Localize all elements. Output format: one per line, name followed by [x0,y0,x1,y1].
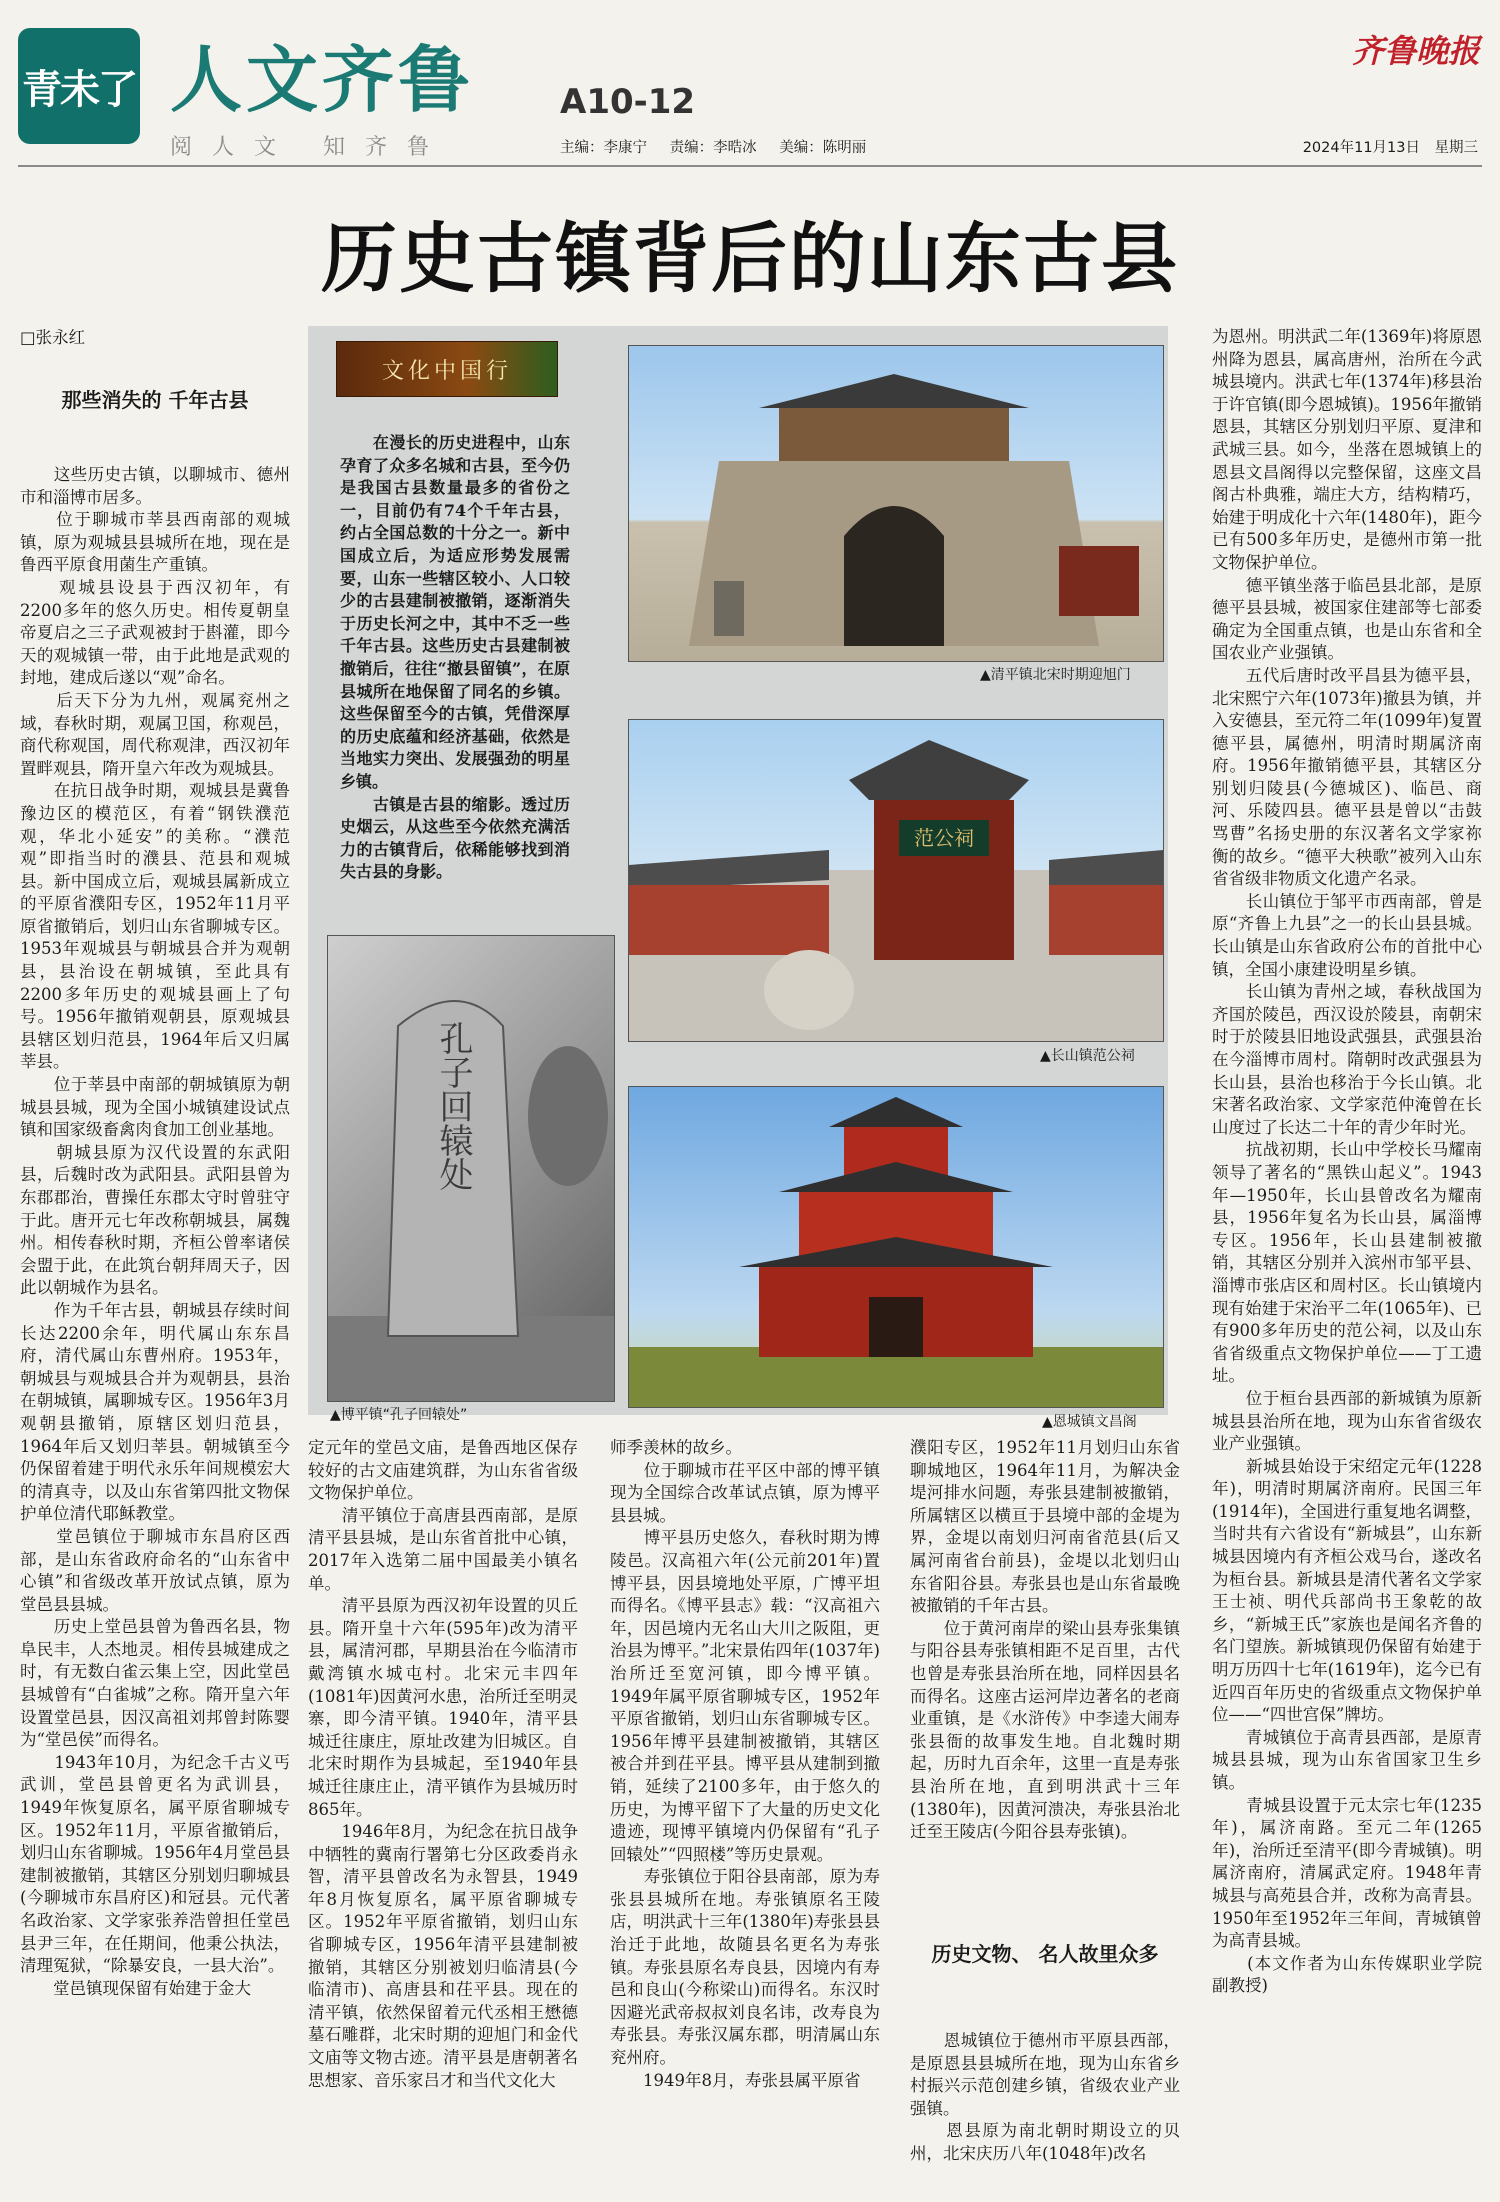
byline: □张永红 [20,328,86,347]
temple-illustration [629,720,1163,1041]
caption-qingping: ▲清平镇北宋时期迎旭门 [980,667,1131,683]
issue-date: 2024年11月13日 星期三 [1302,140,1478,156]
gate-illustration [629,346,1163,661]
caption-changshan: ▲长山镇范公祠 [1040,1048,1135,1064]
tagline: 阅人文 知齐鲁 [170,135,449,160]
qingweiliao-logo: 青未了 [18,28,140,144]
column-1-text: 这些历史古镇，以聊城市、德州市和淄博市居多。 位于聊城市莘县西南部的观城镇，原为观城县县城所在地，现在是鲁西平原食用菌生产重镇。 观城县设县于西汉初年，有2200多年的悠久历史。相传夏朝皇帝夏启之三子武观被封于斟灌，即今天的观城镇一带，由于此地是武观的封地，建成后遂以“观”命名。 后天下分为九州，观属兖州之域，春秋时期，观属卫国，称观邑，商代称观国，周代称观津，西汉初年置畔观县，隋开皇六年改为观城县。 在抗日战争时期，观城县是冀鲁豫边区的模范区，有着“钢铁濮范观，华北小延安”的美称。“濮范观”即指当时的濮县、范县和观城县。新中国成立后，观城县属新成立的平原省濮阳专区，1952年11月平原省撤销后，划归山东省聊城专区。1953年观城县与朝城县合并为观朝县，县治设在朝城镇，至此具有2200多年历史的观城县画上了句号。1956年撤销观朝县，原观城县县辖区划归范县，1964年后又归属莘县。 位于莘县中南部的朝城镇原为朝城县县城，现为全国小城镇建设试点镇和国家级畜禽肉食加工创业基地。 朝城县原为汉代设置的东武阳县，后魏时改为武阳县。武阳县曾为东郡郡治，曹操任东郡太守时曾驻守于此。唐开元七年改称朝城县，属魏州。相传春秋时期，齐桓公曾率诸侯会盟于此，在此筑台朝拜周天子，因此以朝城作为县名。 作为千年古县，朝城县存续时间长达2200余年，明代属山东东昌府，清代属山东曹州府。1953年，朝城县与观城县合并为观朝县，县治在朝城镇，属聊城专区。1956年3月观朝县撤销，原辖区划归范县，1964年后又划归莘县。朝城镇至今仍保留着建于明代永乐年间规模宏大的清真寺，以及山东省第四批文物保护单位清代耶稣教堂。 堂邑镇位于聊城市东昌府区西部，是山东省政府命名的“山东省中心镇”和省级改革开放试点镇，原为堂邑县县城。 历史上堂邑县曾为鲁西名县，物阜民丰，人杰地灵。相传县城建成之时，有无数白雀云集上空，因此堂邑县城曾有“白雀城”之称。隋开皇六年设置堂邑县，因汉高祖刘邦曾封陈婴为“堂邑侯”而得名。 1943年10月，为纪念千古义丐武训，堂邑县曾更名为武训县，1949年恢复原名，属平原省聊城专区。1952年11月，平原省撤销后，划归山东省聊城。1956年4月堂邑县建制被撤销，其辖区分别划归聊城县(今聊城市东昌府区)和冠县。元代著名政治家、文学家张养浩曾担任堂邑县尹三年，在任期间，他秉公执法，清理冤狱，“除暴安良，一县大治”。 堂邑镇现保留有始建于金大 [20,465,290,1998]
section-banner: 文化中国行 [336,341,558,397]
section-brand: 人文齐鲁 [170,37,475,122]
editor: 主编：李康宁 [560,140,647,156]
page-number: A10-12 [560,82,696,122]
intro-text: 在漫长的历史进程中，山东孕育了众多名城和古县，至今仍是我国古县数量最多的省份之一，目前仍有74个千年古县，约占全国总数的十分之一。新中国成立后，为适应形势发展需要，山东一些辖区较小、人口较少的古县建制被撤销，逐渐消失于历史长河之中，其中不乏一些千年古县。这些历史古县建制被撤销后，往往“撤县留镇”，在原县城所在地保留了同名的乡镇。这些保留至今的古镇，凭借深厚的历史底蕴和经济基础，依然是当地实力突出、发展强劲的明星乡镇。 古镇是古县的缩影。透过历史烟云，从这些至今依然充满活力的古镇背后，依稀能够找到消失古县的身影。 [340,433,570,882]
photo-boping-stele [327,935,615,1402]
subhead-lost-counties: 那些消失的 千年古县 [61,388,249,412]
caption-boping: ▲博平镇“孔子回辕处” [330,1407,468,1423]
column-4-text: 濮阳专区，1952年11月划归山东省聊城地区，1964年11月，为解决金堤河排水问题，寿张县建制被撤销，所属辖区以横亘于县境中部的金堤为界，金堤以南划归河南省范县(后又属河南省台前县)，金堤以北划归山东省阳谷县。寿张县也是山东省最晚被撤销的千年古县。 位于黄河南岸的梁山县寿张集镇与阳谷县寿张镇相距不足百里，古代也曾是寿张县治所在地，同样因县名而得名。这座古运河岸边著名的老商业重镇，是《水浒传》中李逵大闹寿张县衙的故事发生地。自北魏时期起，历时九百余年，这里一直是寿张县治所在地，直到明洪武十三年(1380年)，因黄河溃决，寿张县治北迁至王陵店(今阳谷县寿张镇)。 [910,1438,1180,1842]
subhead-relics: 历史文物、 名人故里众多 [931,1942,1159,1966]
stele-inscription: 孔子回辕处 [433,1021,473,1191]
caption-encheng: ▲恩城镇文昌阁 [1042,1414,1137,1430]
column-4-lower-text: 恩城镇位于德州市平原县西部，是原恩县县城所在地，现为山东省乡村振兴示范创建乡镇，省级农业产业强镇。 恩县原为南北朝时期设立的贝州，北宋庆历八年(1048年)改名 [910,2031,1180,2163]
column-3-text: 师季羡林的故乡。 位于聊城市茌平区中部的博平镇现为全国综合改革试点镇，原为博平县县城。 博平县历史悠久，春秋时期为博陵邑。汉高祖六年(公元前201年)置博平县，因县境地处平原，广博平坦而得名。《博平县志》载：“汉高祖六年，因邑境内无名山大川之阪阻，更治县为博平。”北宋景佑四年(1037年)治所迁至宽河镇，即今博平镇。1949年属平原省聊城专区，1952年平原省撤销，划归山东省聊城专区。1956年博平县建制被撤销，其辖区被合并到茌平县。博平县从建制到撤销，延续了2100多年，由于悠久的历史，为博平留下了大量的历史文化遗迹，现博平镇境内仍保留有“孔子回辕处”“四照楼”等历史景观。 寿张镇位于阳谷县南部，原为寿张县县城所在地。寿张镇原名王陵店，明洪武十三年(1380年)寿张县县治迁于此地，故随县名更名为寿张镇。寿张县原名寿良县，因境内有寿邑和良山(今称梁山)而得名。东汉时因避光武帝叔叔刘良名讳，改寿良为寿张县。寿张汉属东郡，明清属山东兖州府。 1949年8月，寿张县属平原省 [610,1438,880,2090]
newspaper-name: 齐鲁晚报 [1351,32,1480,70]
art-editor: 美编：陈明丽 [779,140,867,156]
responsible-editor: 责编：李晧冰 [669,140,757,156]
temple-plaque: 范公祠 [914,826,974,850]
headline: 历史古镇背后的山东古县 [321,214,1179,303]
column-5-text: 为恩州。明洪武二年(1369年)将原恩州降为恩县，属高唐州，治所在今武城县境内。洪武七年(1374年)移县治于许官镇(即今恩城镇)。1956年撤销恩县，其辖区分别划归平原、夏津和武城三县。如今，坐落在恩城镇上的恩县文昌阁得以完整保留，这座文昌阁古朴典雅，端庄大方，结构精巧，始建于明成化十六年(1480年)，距今已有500多年历史，是德州市第一批文物保护单位。 德平镇坐落于临邑县北部，是原德平县县城，被国家住建部等七部委确定为全国重点镇，也是山东省和全国农业产业强镇。 五代后唐时改平昌县为德平县，北宋熙宁六年(1073年)撤县为镇，并入安德县，至元符二年(1099年)复置德平县，属德州，明清时期属济南府。1956年撤销德平县，其辖区分别划归陵县(今德城区)、临邑、商河、乐陵四县。德平县是曾以“击鼓骂曹”名扬史册的东汉著名文学家祢衡的故乡。“德平大秧歌”被列入山东省省级非物质文化遗产名录。 长山镇位于邹平市西南部，曾是原“齐鲁上九县”之一的长山县县城。长山镇是山东省政府公布的首批中心镇，全国小康建设明星乡镇。 长山镇为青州之域，春秋战国为齐国於陵邑，西汉设於陵县，南朝宋时于於陵县旧地设武强县，武强县治在今淄博市周村。隋朝时改武强县为长山县，县治也移治于今长山镇。北宋著名政治家、文学家范仲淹曾在长山度过了长达二十年的青少年时光。 抗战初期，长山中学校长马耀南领导了著名的“黑铁山起义”。1943年—1950年，长山县曾改名为耀南县，1956年复名为长山县，属淄博专区。1956年，长山县建制被撤销，其辖区分别并入滨州市邹平县、淄博市张店区和周村区。长山镇境内现有始建于宋治平二年(1065年)、已有900多年历史的范公祠，以及山东省省级重点文物保护单位——丁工遗址。 位于桓台县西部的新城镇为原新城县县治所在地，现为山东省省级农业产业强镇。 新城县始设于宋绍定元年(1228年)，明清时期属济南府。民国三年(1914年)，全国进行重复地名调整，当时共有六省设有“新城县”，山东新城县因境内有齐桓公戏马台，遂改名为桓台县。新城县是清代著名文学家王士祯、明代兵部尚书王象乾的故乡，“新城王氏”家族也是闻名齐鲁的名门望族。新城镇现仍保留有始建于明万历四十七年(1619年)，迄今已有近四百年历史的省级重点文物保护单位——“四世宫保”牌坊。 青城镇位于高青县西部，是原青城县县城，现为山东省国家卫生乡镇。 青城县设置于元太宗七年(1235年)，属济南路。至元二年(1265年)，治所迁至清平(即今青城镇)。明属济南府，清属武定府。1948年青城县与高苑县合并，改称为高青县。1950年至1952年三年间，青城镇曾为高青县城。 (本文作者为山东传媒职业学院副教授) [1212,327,1482,1996]
pavilion-illustration [629,1087,1163,1407]
stele-illustration [328,936,614,1401]
photo-wenchang-pavilion [628,1086,1164,1408]
photo-fangong-temple [628,719,1164,1042]
masthead-rule [18,165,1482,167]
column-2-text: 定元年的堂邑文庙，是鲁西地区保存较好的古文庙建筑群，为山东省省级文物保护单位。 清平镇位于高唐县西南部，是原清平县县城，是山东省首批中心镇，2017年入选第二届中国最美小镇名单。 清平县原为西汉初年设置的贝丘县。隋开皇十六年(595年)改为清平县，属清河郡，早期县治在今临清市戴湾镇水城屯村。北宋元丰四年(1081年)因黄河水患，治所迁至明灵寨，即今清平镇。1940年，清平县城迁往康庄，原址改建为旧城区。自北宋时期作为县城起，至1940年县城迁往康庄止，清平镇作为县城历时865年。 1946年8月，为纪念在抗日战争中牺牲的冀南行署第七分区政委肖永智，清平县曾改名为永智县，1949年8月恢复原名，属平原省聊城专区。1952年平原省撤销，划归山东省聊城专区，1956年清平县建制被撤销，其辖区分别被划归临清县(今临清市)、高唐县和茌平县。现在的清平镇，依然保留着元代丞相王懋德墓石雕群，北宋时期的迎旭门和金代文庙等文物古迹。清平县是唐朝著名思想家、音乐家吕才和当代文化大 [308,1438,578,2090]
photo-qingping-gate [628,345,1164,662]
editor-credits [560,136,884,157]
